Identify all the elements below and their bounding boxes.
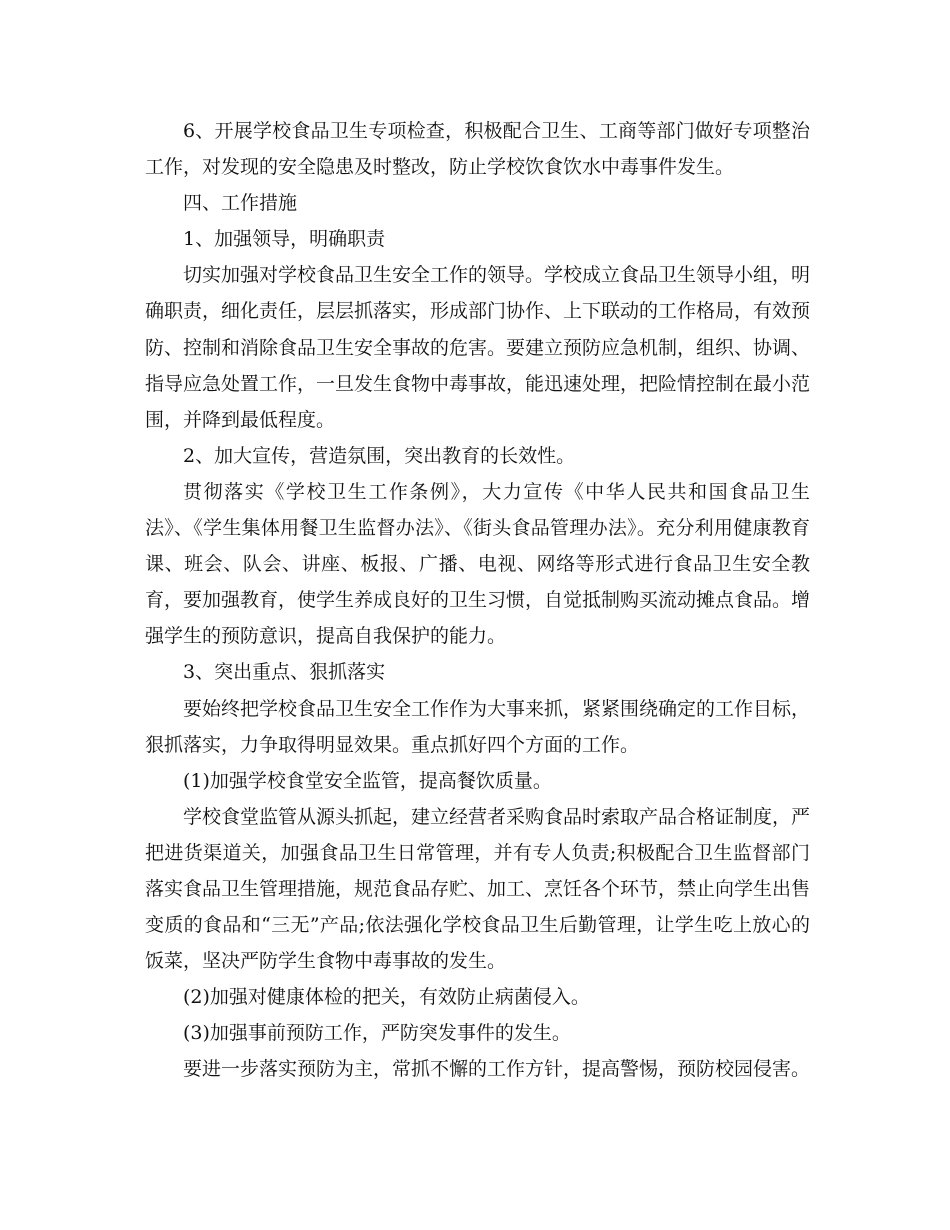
paragraph-canteen-supervision: 学校食堂监管从源头抓起，建立经营者采购食品时索取产品合格证制度，严把进货渠道关，加强食品卫生日常管理，并有专人负责;积极配合卫生监督部门落实食品卫生管理措施，规范食品存贮、加工、烹饪各个环节，禁止向学生出售变质的食品和“三无”产品;依法强化学校食品卫生后勤管理，让学生吃上放心的饭菜，坚决严防学生食物中毒事故的发生。	[145, 805, 811, 973]
paragraph-publicity: 贯彻落实《学校卫生工作条例》，大力宣传《中华人民共和国食品卫生法》、《学生集体用餐卫生监督办法》、《街头食品管理办法》。充分利用健康教育课、班会、队会、讲座、板报、广播、电视、网络等形式进行食品卫生安全教育，要加强教育，使学生养成良好的卫生习惯，自觉抵制购买流动摊点食品。增强学生的预防意识，提高自我保护的能力。	[145, 480, 811, 648]
subheading-key-points: 3、突出重点、狠抓落实	[183, 661, 386, 684]
paragraph-prevention: 要进一步落实预防为主，常抓不懈的工作方针，提高警惕，预防校园侵害。	[183, 1058, 811, 1081]
paragraph-item-6: 6、开展学校食品卫生专项检查，积极配合卫生、工商等部门做好专项整治工作，对发现的安全隐患及时整改，防止学校饮食饮水中毒事件发生。	[145, 120, 810, 179]
subheading-publicity: 2、加大宣传，营造氛围，突出教育的长效性。	[183, 444, 576, 467]
document-body	[145, 113, 810, 1088]
paragraph-leadership: 切实加强对学校食品卫生安全工作的领导。学校成立食品卫生领导小组，明确职责，细化责任，层层抓落实，形成部门协作、上下联动的工作格局，有效预防、控制和消除食品卫生安全事故的危害。要建立预防应急机制，组织、协调、指导应急处置工作，一旦发生食物中毒事故，能迅速处理，把险情控制在最小范围，并降到最低程度。	[145, 264, 811, 431]
section-heading-work-measures: 四、工作措施	[183, 192, 298, 215]
subheading-prevention: (3)加强事前预防工作，严防突发事件的发生。	[183, 1022, 571, 1045]
paragraph-key-points: 要始终把学校食品卫生安全工作作为大事来抓，紧紧围绕确定的工作目标，狠抓落实，力争取得明显效果。重点抓好四个方面的工作。	[145, 697, 811, 756]
subheading-canteen-supervision: (1)加强学校食堂安全监管，提高餐饮质量。	[183, 769, 552, 792]
subheading-strengthen-leadership: 1、加强领导，明确职责	[183, 228, 386, 251]
subheading-health-check: (2)加强对健康体检的把关，有效防止病菌侵入。	[183, 986, 590, 1009]
